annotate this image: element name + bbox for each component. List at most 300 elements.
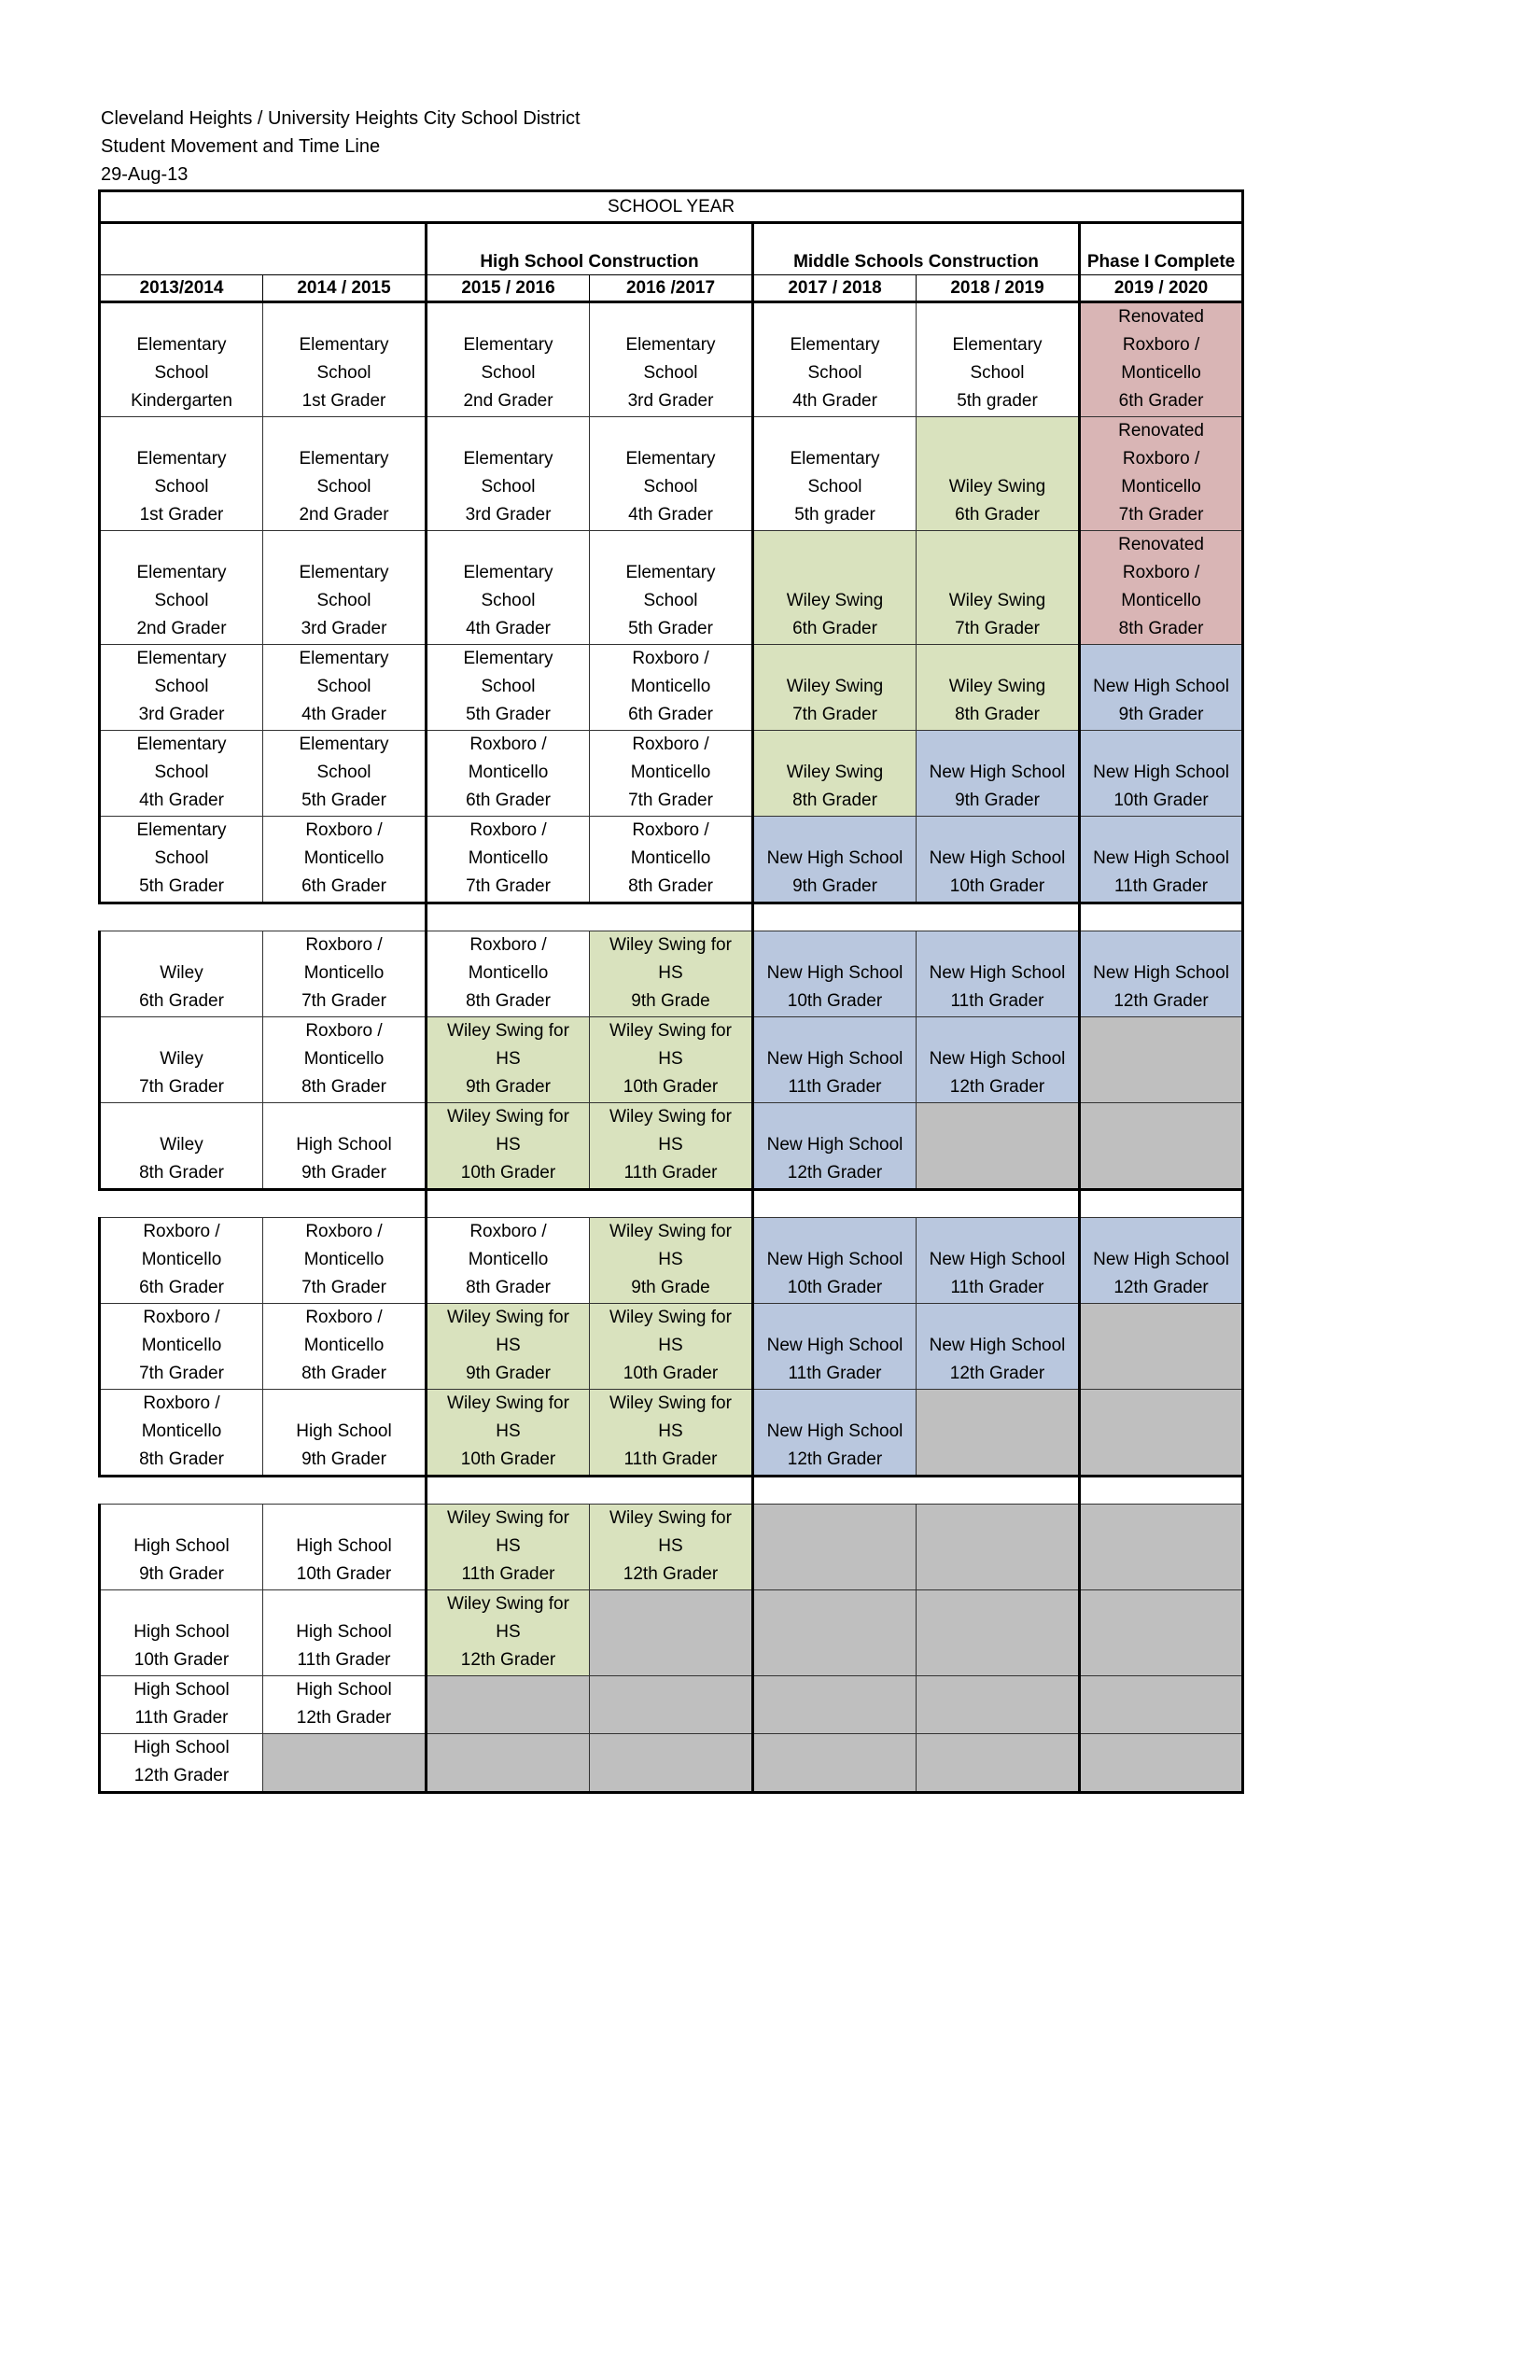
schedule-cell — [100, 302, 263, 417]
cell-line: HS — [658, 1135, 683, 1155]
schedule-cell — [590, 1103, 753, 1190]
cell-line: Renovated — [1118, 421, 1204, 441]
cell-line: Wiley Swing for — [447, 1393, 569, 1413]
schedule-cell — [263, 817, 427, 903]
schedule-cell — [263, 1676, 427, 1734]
spacer-cell — [427, 903, 590, 931]
group-spacer — [100, 903, 1243, 931]
cell-line: Roxboro / — [1122, 335, 1200, 355]
cell-line: Roxboro / — [305, 1308, 383, 1327]
cell-line: Roxboro / — [305, 1021, 383, 1041]
document-header — [101, 105, 581, 189]
cell-line: 4th Grader — [792, 391, 877, 411]
cell-line: Monticello — [141, 1336, 222, 1355]
table-row — [100, 1390, 1243, 1477]
schedule-cell — [263, 1017, 427, 1103]
cell-line: Monticello — [1121, 363, 1201, 383]
cell-line: Wiley — [160, 1049, 203, 1069]
schedule-cell — [753, 1218, 917, 1304]
cell-line: 6th Grader — [1118, 391, 1204, 411]
cell-line: Wiley Swing — [786, 763, 884, 782]
cell-line: 1st Grader — [139, 505, 224, 525]
timeline-grid — [98, 189, 1244, 1794]
spacer-cell — [263, 1190, 427, 1218]
timeline-body — [100, 302, 1243, 1793]
cell-line: School — [643, 591, 698, 610]
cell-line: 6th Grader — [628, 705, 713, 724]
cell-line: HS — [496, 1135, 521, 1155]
cell-line: School — [316, 477, 371, 497]
cell-line: New High School — [929, 848, 1066, 868]
empty-cell — [917, 1505, 1080, 1590]
cell-line: New High School — [1093, 848, 1229, 868]
cell-line: 9th Grader — [955, 791, 1040, 810]
schedule-cell — [100, 1017, 263, 1103]
cell-line: High School — [296, 1536, 392, 1556]
cell-line: HS — [496, 1536, 521, 1556]
schedule-cell — [590, 931, 753, 1017]
cell-line: School — [481, 591, 536, 610]
schedule-cell — [753, 1103, 917, 1190]
cell-line: 12th Grader — [460, 1650, 556, 1670]
cell-line: Roxboro / — [305, 820, 383, 840]
cell-line: 9th Grader — [301, 1449, 386, 1469]
cell-line: HS — [658, 1536, 683, 1556]
cell-line: 3rd Grader — [301, 619, 387, 638]
cell-line: 10th Grader — [623, 1364, 719, 1383]
cell-line: New High School — [929, 763, 1066, 782]
cell-line: Elementary — [299, 735, 389, 754]
empty-cell — [427, 1734, 590, 1793]
schedule-cell — [100, 1218, 263, 1304]
cell-line: HS — [496, 1336, 521, 1355]
cell-line: Wiley Swing for — [609, 1393, 732, 1413]
cell-line: High School — [296, 1135, 392, 1155]
cell-line: HS — [658, 1421, 683, 1441]
table-row — [100, 731, 1243, 817]
empty-cell — [1080, 1304, 1243, 1390]
cell-line: HS — [658, 1049, 683, 1069]
table-row — [100, 1590, 1243, 1676]
empty-cell — [1080, 1103, 1243, 1190]
cell-line: Monticello — [303, 1250, 385, 1269]
cell-line: HS — [496, 1049, 521, 1069]
schedule-cell — [263, 645, 427, 731]
year-header: 2018 / 2019 — [917, 275, 1080, 302]
spacer-cell — [753, 1477, 917, 1505]
cell-line: 11th Grader — [788, 1364, 882, 1383]
cell-line: New High School — [1093, 677, 1229, 696]
schedule-cell — [917, 1017, 1080, 1103]
table-row — [100, 1304, 1243, 1390]
schedule-cell — [590, 531, 753, 645]
schedule-cell — [263, 1390, 427, 1477]
cell-line: Wiley Swing for — [609, 935, 732, 955]
cell-line: Kindergarten — [131, 391, 232, 411]
table-row — [100, 1505, 1243, 1590]
cell-line: Roxboro / — [1122, 563, 1200, 582]
cell-line: 11th Grader — [623, 1449, 718, 1469]
cell-line: New High School — [766, 963, 903, 983]
spacer-cell — [1080, 903, 1243, 931]
cell-line: School — [643, 477, 698, 497]
cell-line: Wiley Swing — [948, 477, 1046, 497]
cell-line: 10th Grader — [460, 1449, 556, 1469]
cell-line: Elementary — [625, 335, 716, 355]
schedule-cell — [753, 645, 917, 731]
year-header: 2013/2014 — [100, 275, 263, 302]
cell-line: School — [154, 363, 209, 383]
schedule-cell — [917, 645, 1080, 731]
cell-line: Elementary — [136, 735, 227, 754]
cell-line: 6th Grader — [139, 991, 224, 1011]
cell-line: 12th Grader — [949, 1077, 1045, 1097]
table-row — [100, 1103, 1243, 1190]
schedule-cell — [753, 531, 917, 645]
phase-label-middle-schools-construction: Middle Schools Construction — [753, 223, 1080, 275]
table-row — [100, 817, 1243, 903]
cell-line: Elementary — [136, 563, 227, 582]
spacer-cell — [263, 1477, 427, 1505]
cell-line: 3rd Grader — [465, 505, 552, 525]
cell-line: 12th Grader — [133, 1766, 230, 1785]
cell-line: Roxboro / — [469, 935, 547, 955]
cell-line: Elementary — [790, 335, 880, 355]
empty-cell — [753, 1590, 917, 1676]
empty-cell — [917, 1734, 1080, 1793]
cell-line: Wiley Swing — [948, 591, 1046, 610]
cell-line: Monticello — [468, 963, 549, 983]
schedule-cell — [753, 1390, 917, 1477]
schedule-cell — [590, 1218, 753, 1304]
cell-line: 9th Grader — [139, 1564, 224, 1584]
schedule-cell — [427, 1390, 590, 1477]
cell-line: 12th Grader — [787, 1449, 883, 1469]
cell-line: 10th Grader — [296, 1564, 392, 1584]
cell-line: Elementary — [136, 335, 227, 355]
cell-line: Elementary — [463, 563, 553, 582]
cell-line: HS — [496, 1421, 521, 1441]
year-header-row — [100, 275, 1243, 302]
schedule-cell — [1080, 1218, 1243, 1304]
schedule-cell — [100, 1103, 263, 1190]
cell-line: 10th Grader — [623, 1077, 719, 1097]
cell-line: Wiley Swing for — [447, 1021, 569, 1041]
cell-line: Roxboro / — [632, 649, 709, 668]
cell-line: 8th Grader — [792, 791, 877, 810]
cell-line: 9th Grader — [1118, 705, 1204, 724]
schedule-cell — [427, 531, 590, 645]
cell-line: New High School — [1093, 963, 1229, 983]
schedule-cell — [427, 731, 590, 817]
cell-line: 12th Grader — [949, 1364, 1045, 1383]
cell-line: Wiley Swing for — [447, 1308, 569, 1327]
cell-line: 4th Grader — [139, 791, 224, 810]
cell-line: School — [154, 848, 209, 868]
cell-line: 4th Grader — [301, 705, 386, 724]
table-row — [100, 1734, 1243, 1793]
cell-line: School — [481, 477, 536, 497]
cell-line: School — [481, 677, 536, 696]
cell-line: 10th Grader — [787, 991, 883, 1011]
cell-line: 8th Grader — [1118, 619, 1204, 638]
cell-line: School — [316, 591, 371, 610]
schedule-cell — [100, 931, 263, 1017]
cell-line: 1st Grader — [301, 391, 386, 411]
schedule-cell — [590, 817, 753, 903]
schedule-cell — [263, 931, 427, 1017]
cell-line: 5th Grader — [466, 705, 551, 724]
cell-line: 5th Grader — [301, 791, 386, 810]
cell-line: Monticello — [303, 963, 385, 983]
empty-cell — [1080, 1734, 1243, 1793]
cell-line: Roxboro / — [632, 735, 709, 754]
schedule-cell — [427, 1505, 590, 1590]
cell-line: 9th Grader — [466, 1364, 551, 1383]
schedule-cell — [917, 1304, 1080, 1390]
cell-line: 2nd Grader — [299, 505, 389, 525]
empty-cell — [917, 1676, 1080, 1734]
cell-line: Wiley Swing — [786, 677, 884, 696]
schedule-cell — [100, 645, 263, 731]
cell-line: New High School — [929, 1336, 1066, 1355]
schedule-cell — [1080, 931, 1243, 1017]
spacer-cell — [917, 1190, 1080, 1218]
schedule-cell — [100, 817, 263, 903]
group-spacer — [100, 1477, 1243, 1505]
cell-line: HS — [496, 1622, 521, 1642]
cell-line: New High School — [766, 1049, 903, 1069]
cell-line: Monticello — [630, 763, 711, 782]
phase-label-phase-complete: Phase I Complete — [1080, 223, 1243, 275]
cell-line: Monticello — [468, 763, 549, 782]
spacer-cell — [590, 1477, 753, 1505]
cell-line: Wiley Swing for — [447, 1594, 569, 1614]
cell-line: 7th Grader — [792, 705, 877, 724]
cell-line: School — [807, 477, 862, 497]
cell-line: 11th Grader — [788, 1077, 882, 1097]
schedule-cell — [590, 1505, 753, 1590]
cell-line: Renovated — [1118, 535, 1204, 554]
year-header: 2019 / 2020 — [1080, 275, 1243, 302]
table-row — [100, 417, 1243, 531]
schedule-cell — [427, 1017, 590, 1103]
cell-line: Elementary — [790, 449, 880, 469]
schedule-cell — [753, 1017, 917, 1103]
schedule-cell — [427, 302, 590, 417]
cell-line: Elementary — [299, 649, 389, 668]
cell-line: Elementary — [299, 335, 389, 355]
schedule-cell — [100, 417, 263, 531]
cell-line: School — [316, 677, 371, 696]
year-header: 2015 / 2016 — [427, 275, 590, 302]
cell-line: School — [970, 363, 1025, 383]
cell-line: HS — [658, 1336, 683, 1355]
cell-line: School — [643, 363, 698, 383]
school-year-caption: SCHOOL YEAR — [100, 191, 1243, 223]
cell-line: 7th Grader — [955, 619, 1040, 638]
cell-line: 7th Grader — [1118, 505, 1204, 525]
cell-line: Monticello — [1121, 477, 1201, 497]
district-title: Cleveland Heights / University Heights City School District — [101, 108, 581, 129]
spacer-cell — [917, 1477, 1080, 1505]
table-row — [100, 931, 1243, 1017]
cell-line: Elementary — [136, 649, 227, 668]
cell-line: 8th Grader — [466, 1278, 551, 1297]
cell-line: 7th Grader — [628, 791, 713, 810]
phase-label-high-school-construction: High School Construction — [427, 223, 753, 275]
cell-line: New High School — [929, 1250, 1066, 1269]
cell-line: Monticello — [141, 1250, 222, 1269]
cell-line: 8th Grader — [139, 1449, 224, 1469]
student-movement-table — [98, 189, 1242, 1794]
cell-line: 9th Grade — [631, 1278, 710, 1297]
schedule-cell — [427, 417, 590, 531]
cell-line: 10th Grader — [787, 1278, 883, 1297]
cell-line: Roxboro / — [469, 820, 547, 840]
schedule-cell — [917, 931, 1080, 1017]
schedule-cell — [753, 417, 917, 531]
cell-line: 7th Grader — [139, 1364, 224, 1383]
cell-line: 6th Grader — [466, 791, 551, 810]
schedule-cell — [427, 1103, 590, 1190]
spacer-cell — [263, 903, 427, 931]
cell-line: Roxboro / — [143, 1308, 220, 1327]
spacer-cell — [590, 903, 753, 931]
cell-line: 7th Grader — [301, 1278, 386, 1297]
cell-line: 2nd Grader — [463, 391, 553, 411]
schedule-cell — [590, 417, 753, 531]
cell-line: 2nd Grader — [136, 619, 227, 638]
schedule-cell — [1080, 531, 1243, 645]
cell-line: Wiley Swing for — [609, 1021, 732, 1041]
cell-line: Monticello — [468, 1250, 549, 1269]
cell-line: Elementary — [299, 449, 389, 469]
cell-line: New High School — [766, 1250, 903, 1269]
cell-line: 8th Grader — [301, 1077, 386, 1097]
group-spacer — [100, 1190, 1243, 1218]
empty-cell — [1080, 1017, 1243, 1103]
schedule-cell — [427, 931, 590, 1017]
cell-line: Elementary — [625, 563, 716, 582]
cell-line: Monticello — [468, 848, 549, 868]
cell-line: 11th Grader — [297, 1650, 391, 1670]
cell-line: School — [154, 477, 209, 497]
empty-cell — [1080, 1505, 1243, 1590]
schedule-cell — [263, 1304, 427, 1390]
cell-line: 6th Grader — [792, 619, 877, 638]
empty-cell — [917, 1590, 1080, 1676]
schedule-cell — [590, 731, 753, 817]
cell-line: 3rd Grader — [627, 391, 714, 411]
schedule-cell — [100, 1505, 263, 1590]
cell-line: 6th Grader — [139, 1278, 224, 1297]
cell-line: Monticello — [630, 848, 711, 868]
cell-line: Monticello — [1121, 591, 1201, 610]
spacer-cell — [753, 903, 917, 931]
schedule-cell — [263, 1590, 427, 1676]
schedule-cell — [590, 1304, 753, 1390]
cell-line: 12th Grader — [787, 1163, 883, 1183]
empty-cell — [590, 1590, 753, 1676]
schedule-cell — [1080, 817, 1243, 903]
cell-line: 11th Grader — [950, 991, 1044, 1011]
empty-cell — [1080, 1390, 1243, 1477]
cell-line: Wiley Swing for — [609, 1508, 732, 1528]
schedule-cell — [427, 1590, 590, 1676]
cell-line: 9th Grader — [792, 876, 877, 896]
cell-line: Monticello — [141, 1421, 222, 1441]
table-row — [100, 531, 1243, 645]
cell-line: 5th Grader — [139, 876, 224, 896]
cell-line: Elementary — [952, 335, 1043, 355]
cell-line: School — [154, 591, 209, 610]
cell-line: 6th Grader — [955, 505, 1040, 525]
cell-line: Elementary — [299, 563, 389, 582]
spacer-cell — [100, 1477, 263, 1505]
spacer-cell — [427, 1190, 590, 1218]
empty-cell — [427, 1676, 590, 1734]
schedule-cell — [1080, 417, 1243, 531]
spacer-cell — [427, 1477, 590, 1505]
cell-line: New High School — [929, 963, 1066, 983]
cell-line: Wiley Swing for — [609, 1222, 732, 1241]
schedule-cell — [100, 1734, 263, 1793]
schedule-cell — [917, 302, 1080, 417]
schedule-cell — [590, 1390, 753, 1477]
cell-line: New High School — [1093, 763, 1229, 782]
cell-line: 9th Grade — [631, 991, 710, 1011]
cell-line: Roxboro / — [469, 735, 547, 754]
schedule-cell — [753, 931, 917, 1017]
cell-line: 6th Grader — [301, 876, 386, 896]
schedule-cell — [100, 1676, 263, 1734]
phase-label-blank — [100, 223, 427, 275]
cell-line: 12th Grader — [296, 1708, 392, 1728]
cell-line: School — [316, 363, 371, 383]
schedule-cell — [590, 302, 753, 417]
table-row — [100, 302, 1243, 417]
schedule-cell — [263, 302, 427, 417]
phase-header-row — [100, 223, 1243, 275]
empty-cell — [590, 1676, 753, 1734]
cell-line: 7th Grader — [466, 876, 551, 896]
cell-line: 9th Grader — [466, 1077, 551, 1097]
cell-line: 3rd Grader — [138, 705, 225, 724]
spacer-cell — [590, 1190, 753, 1218]
cell-line: Elementary — [625, 449, 716, 469]
cell-line: School — [316, 763, 371, 782]
empty-cell — [263, 1734, 427, 1793]
cell-line: Elementary — [136, 449, 227, 469]
empty-cell — [753, 1676, 917, 1734]
cell-line: New High School — [766, 1135, 903, 1155]
cell-line: High School — [296, 1680, 392, 1700]
cell-line: Wiley Swing for — [447, 1508, 569, 1528]
cell-line: 8th Grader — [139, 1163, 224, 1183]
schedule-cell — [917, 531, 1080, 645]
cell-line: School — [807, 363, 862, 383]
empty-cell — [753, 1734, 917, 1793]
year-header: 2017 / 2018 — [753, 275, 917, 302]
spacer-cell — [100, 1190, 263, 1218]
schedule-cell — [590, 1017, 753, 1103]
cell-line: 8th Grader — [466, 991, 551, 1011]
cell-line: School — [154, 763, 209, 782]
table-row — [100, 1017, 1243, 1103]
document-date: 29-Aug-13 — [101, 164, 189, 185]
schedule-cell — [100, 1304, 263, 1390]
